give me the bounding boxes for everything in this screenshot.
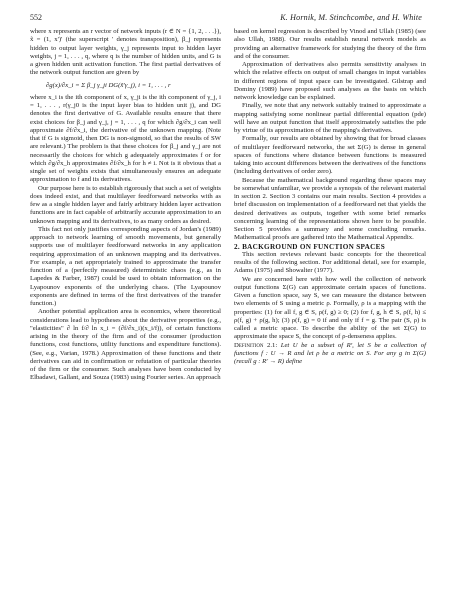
definition <box>234 342 426 367</box>
paragraph: Because the mathematical background regarding these spaces may be somewhat unfamiliar, we provide a synopsis of the relevant material in section 2. Section 3 contains our main results. Section 4 provides a brief discussion on implementation of a feedforward net that yields the desired derivatives as outputs, together with some brief remarks concerning learning of the representations shown here to be possible. Section 5 provides a summary and some concluding remarks. Mathematical proofs are gathered into the Mathematical Appendix. <box>234 176 426 242</box>
paragraph: Formally, our results are obtained by showing that for broad classes of multilayer feedforward networks, the set Σ(G) is dense in general spaces of functions where distance between functions is measured taking into account differences between the derivatives of the functions (including derivatives of order zero). <box>234 135 426 176</box>
page-number: 552 <box>30 13 42 22</box>
running-header-authors: K. Hornik, M. Stinchcombe, and H. White <box>280 13 422 22</box>
paragraph: where x represents an r vector of network inputs (r ∈ N = {1, 2, . . .}), x̃ = (1, x')' (the superscript ' denotes transposition), β_j represents hidden to output layer weights, γ_j represents input to hidden layer weights, j = 1, . . . , q, where q is the number of hidden units, and G is a given hidden unit activation function. The first partial derivatives of the network output function are given by <box>30 28 221 77</box>
paragraph: We are concerned here with how well the collection of network output functions Σ(G) can approximate certain spaces of functions. Given a function space, say S, we can measure the distance between two elements of S using a metric ρ. Formally, ρ is a mapping with the properties: (1) for all f, g ∈ S, ρ(f, g) ≥ 0; (2) for f, g, h ∈ S, ρ(f, h) ≤ ρ(f, g) + ρ(g, h); (3) ρ(f, g) = 0 if and only if f = g. The pair (S, ρ) is called a metric space. To describe the ability of the set Σ(G) to approximate the space S, the concept of ρ-denseness applies. <box>234 275 426 341</box>
paragraph: Approximation of derivatives also permits sensitivity analyses in which the relative effects on output of small changes in input variables in different regions of input space can be investigated. Gilstrap and Dominy (1989) have proposed such analyses as the basis on which network knowledge can be explained. <box>234 61 426 101</box>
paragraph: This fact not only justifies corresponding aspects of Jordan's (1989) approach to network learning of smooth movements, but generally supports use of multilayer feedforward networks in any application requiring approximation of an unknown mapping and its derivatives. For example, a net appropriately trained to approximate the transfer function of a (perfectly measured) deterministic chaos (e.g., as in Lapedes & Farber, 1987) could be used to obtain information on the Lyapounov exponents of the underlying chaos. (The Lyapounov exponents are defined in terms of the first derivatives of the transfer function.) <box>30 225 221 307</box>
definition-text: Let U be a subset of Rʳ, let S be a collection of functions f : U → R and let ρ be a metric on S. For any g in Σ(G) (recall g : Rʳ → R) define <box>234 341 426 365</box>
definition-label: Definition 2.1: <box>234 341 278 349</box>
paragraph: Our purpose here is to establish rigorously that such a set of weights does indeed exist, and that multilayer feedforward networks with as few as a single hidden layer and fairly arbitrary hidden layer activation functions are in fact capable of arbitrarily accurate approximation to an unknown mapping and its derivatives, to as many orders as desired. <box>30 184 221 225</box>
left-column <box>30 28 221 383</box>
section-heading: 2. BACKGROUND ON FUNCTION SPACES <box>234 242 386 251</box>
paragraph: based on kernel regression is described by Vinod and Ullah (1985) (see also Ullah, 1988). Our results establish neural network models as providing an alternative framework for studying the theory of the firm and of the consumer. <box>234 28 426 60</box>
paragraph: Finally, we note that any network suitably trained to approximate a mapping satisfying some nonlinear partial differential equation (pde) will have an output function that itself approximately satisfies the pde by virtue of its approximation of the mapping's derivatives. <box>234 102 426 134</box>
right-column <box>234 28 426 366</box>
derivative-equation: ∂g(x)/∂x_i = Σ β_j γ_ji DG(x̃'γ_j), i = 1, . . . , r <box>46 81 171 89</box>
paragraph: This section reviews relevant basic concepts for the theoretical results of the following section. For additional detail, see for example, Adams (1975) and Showalter (1977). <box>234 250 426 275</box>
paragraph: Another potential application area is economics, where theoretical considerations lead to hypotheses about the derivative properties (e.g., "elasticities" ∂ ln f/∂ ln x_i = (∂f/∂x_i)(x_i/f)), of certain functions arising in the theory of the firm and of the consumer (production functions, cost functions, utility functions and expenditure functions). (See, e.g., Varian, 1978.) Approximation of these functions and their derivatives can aid in confirmation or refutation of particular theories of the firm or the consumer. Such analyses have been conducted by Elbadawi, Gallant, and Souza (1983) using Fourier series. An approach <box>30 308 221 382</box>
paragraph: where x_i is the ith component of x, γ_ji is the ith component of γ_j, i = 1, . . . , r(γ_j0 is the input layer bias to hidden unit j), and DG denotes the first derivative of G. Available results ensure that there exist choices for β_j and γ_j, j = 1, . . . , q for which ∂g/∂x_i can well approximate ∂f/∂x_i, the derivative of the unknown mapping. (Note that if G is sigmoid, then DG is non-sigmoid, so that the results of SW are relevant.) The problem is that these choices for β_j and γ_j are not necessarily the choices for which g adequately approximates f or for which ∂g/∂x_h approximates ∂f/∂x_h for h ≠ i. Not is it obvious that a single set of weights exists that simultaneously ensures an adequate approximation to f and its derivatives. <box>30 93 221 184</box>
